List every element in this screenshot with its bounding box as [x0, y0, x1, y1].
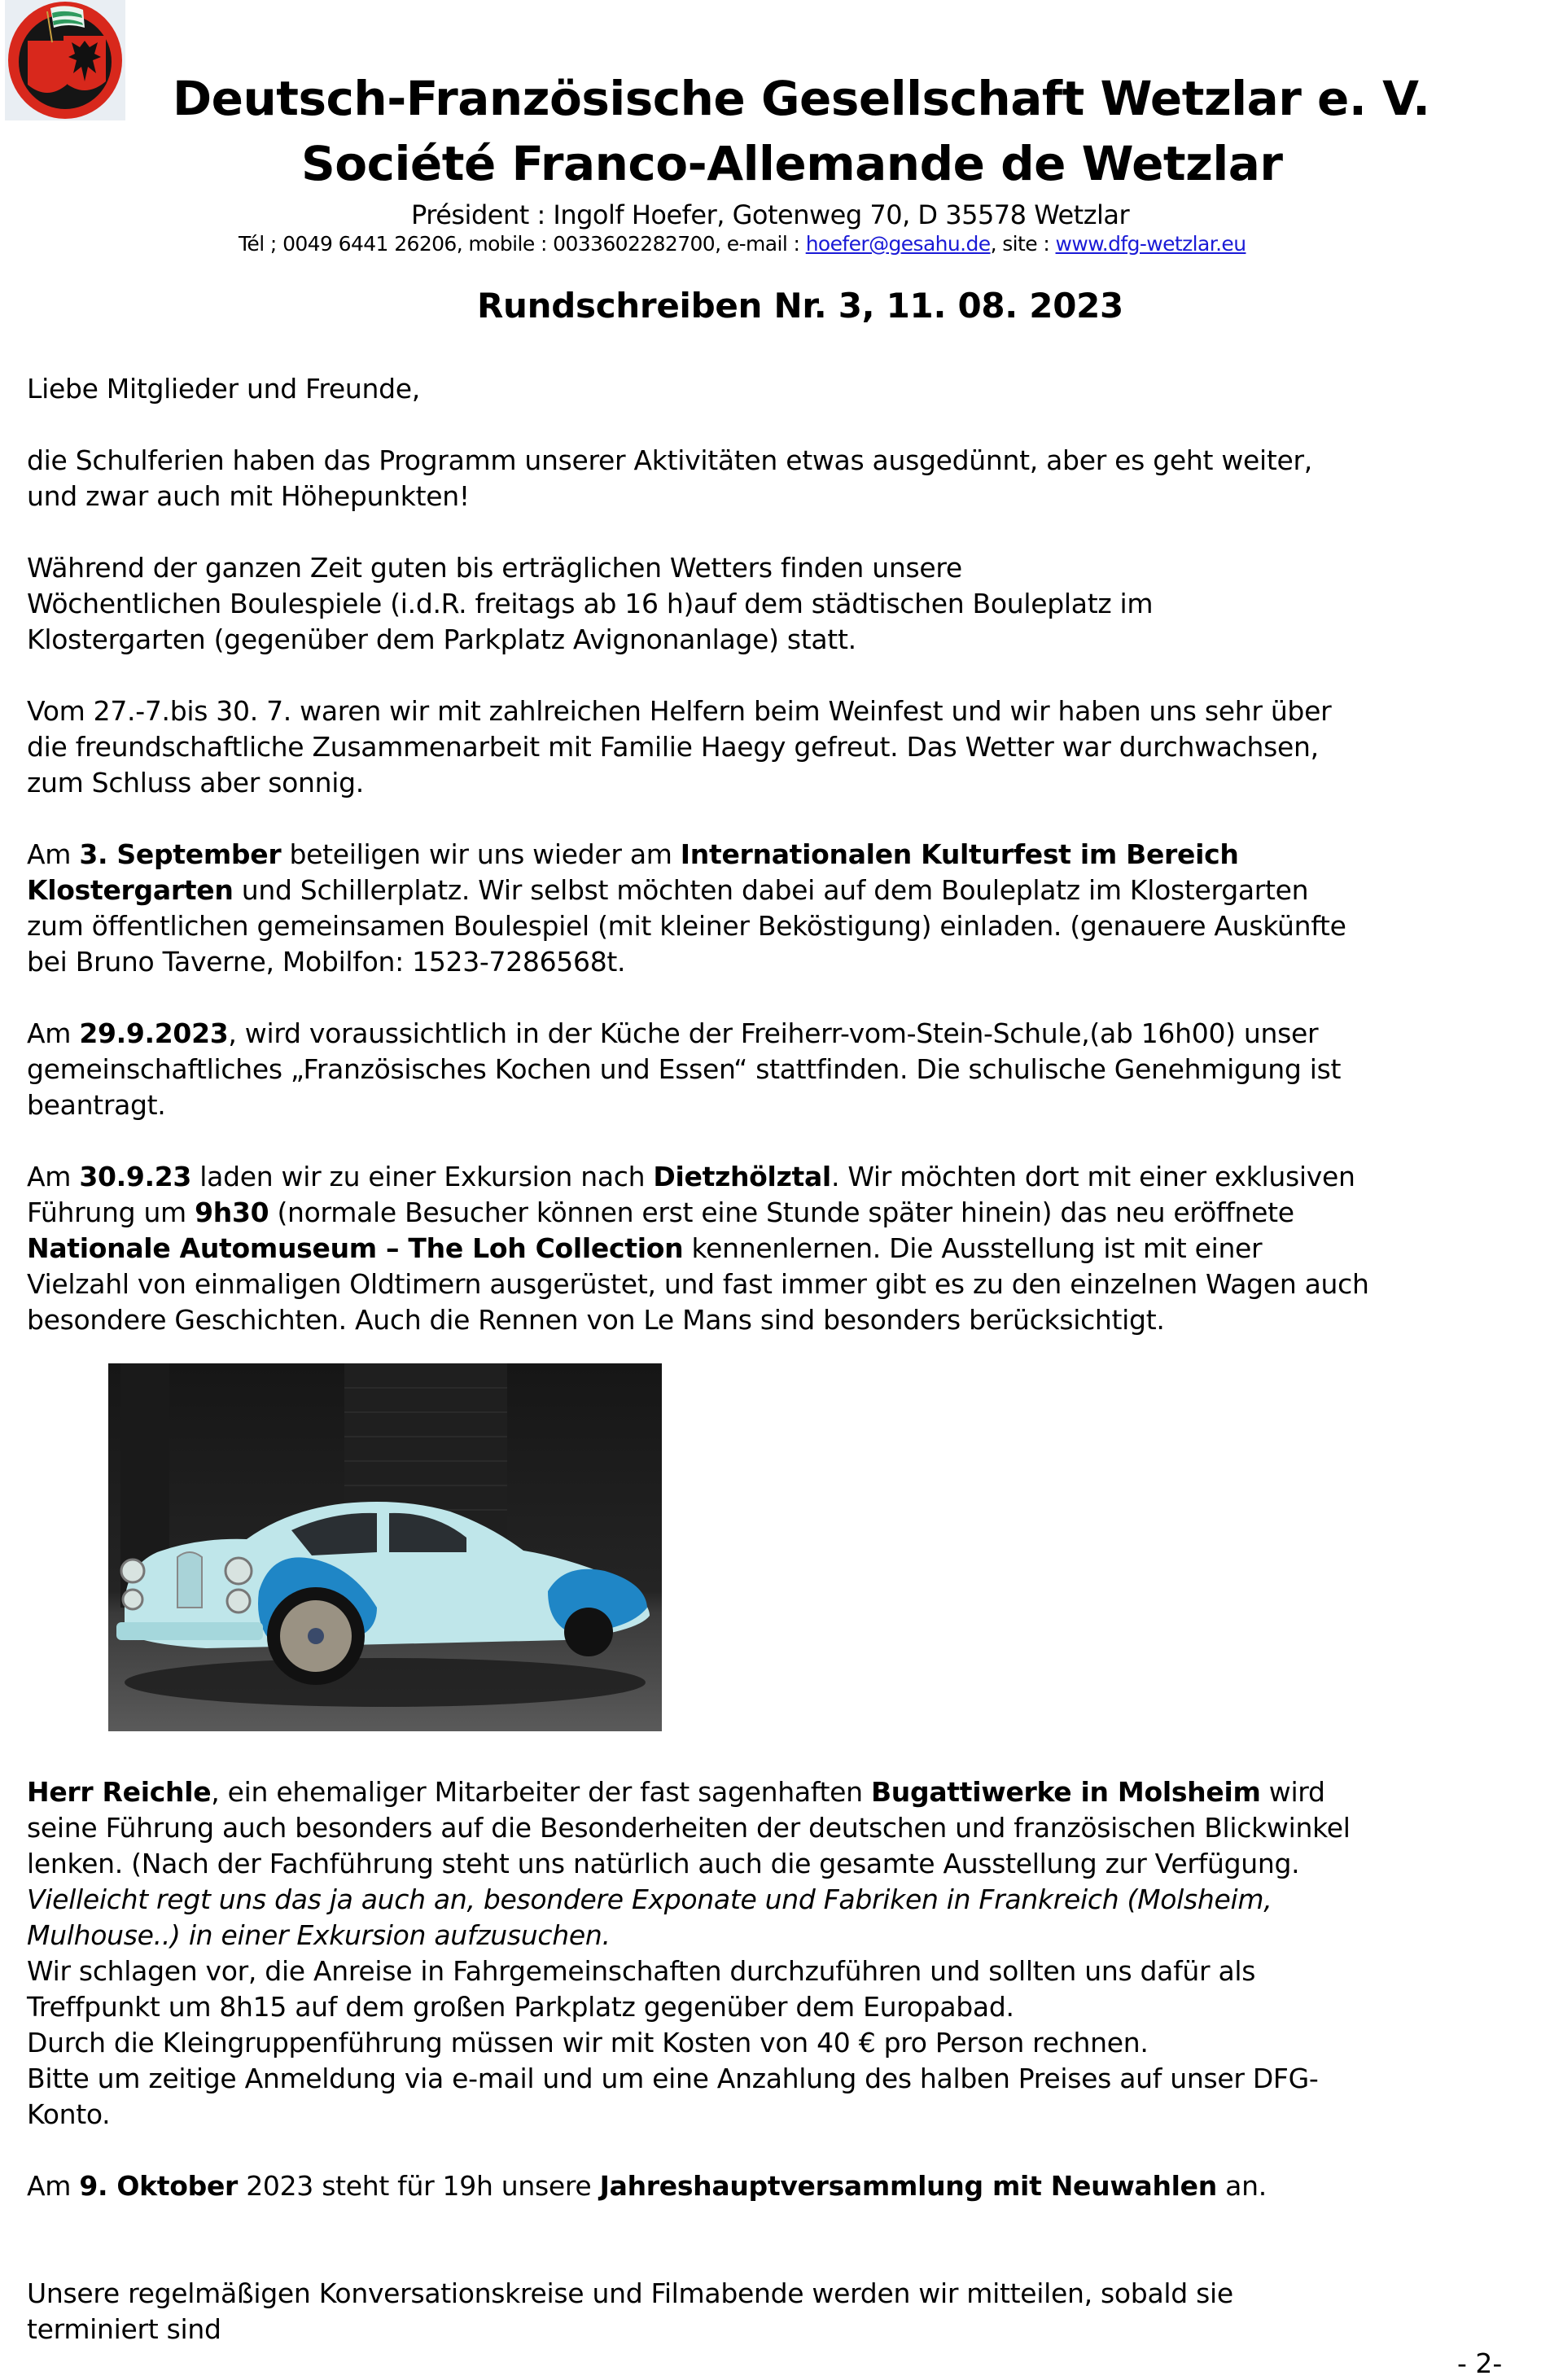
company-highlight: Bugattiwerke in Molsheim	[870, 1776, 1261, 1808]
paragraph-intro	[27, 443, 1541, 514]
president-address: Président : Ingolf Hoefer, Gotenweg 70, D 35578 Wetzlar	[411, 199, 1130, 230]
text-run: Führung um	[27, 1197, 195, 1228]
text-line	[27, 837, 1541, 873]
paragraph-kulturfest	[27, 837, 1541, 980]
org-title-german: Deutsch-Französische Gesellschaft Wetzlar e. V.	[173, 71, 1430, 126]
text-line: Bitte um zeitige Anmeldung via e-mail und um eine Anzahlung des halben Preises auf unser DFG-	[27, 2063, 1319, 2094]
text-run: , wird voraussichtlich in der Küche der Freiherr-vom-Stein-Schule,(ab 16h00) unser	[228, 1017, 1319, 1049]
person-highlight: Herr Reichle	[27, 1776, 212, 1808]
club-emblem-icon	[5, 0, 125, 120]
time-highlight: 9h30	[195, 1197, 269, 1228]
text-line: bei Bruno Taverne, Mobilfon: 1523-7286568t.	[27, 946, 626, 978]
text-run: (normale Besucher können erst eine Stunde später hinein) das neu eröffnete	[269, 1197, 1294, 1228]
text-run: kennenlernen. Die Ausstellung ist mit einer	[683, 1232, 1263, 1264]
text-line	[27, 1231, 1541, 1267]
text-line: gemeinschaftliches „Französisches Kochen und Essen“ stattfinden. Die schulische Genehmigung ist	[27, 1053, 1342, 1085]
greeting: Liebe Mitglieder und Freunde,	[27, 373, 420, 405]
text-line: lenken. (Nach der Fachführung steht uns natürlich auch die gesamte Ausstellung zur Verfügung.	[27, 1848, 1300, 1879]
text-run: an.	[1216, 2170, 1267, 2202]
date-highlight: 3. September	[79, 838, 282, 870]
text-line: zum öffentlichen gemeinsamen Boulespiel (mit kleiner Beköstigung) einladen. (genauere Auskünfte	[27, 910, 1346, 942]
paragraph-kochen	[27, 1016, 1541, 1123]
paragraph-reichle	[27, 1774, 1541, 2133]
text-line	[27, 1195, 1541, 1231]
paragraph-outro	[27, 2276, 1541, 2347]
paragraph-boule	[27, 550, 1541, 658]
meeting-highlight: Jahreshauptversammlung mit Neuwahlen	[599, 2170, 1217, 2202]
text-line: zum Schluss aber sonnig.	[27, 767, 364, 798]
text-line: Vielzahl von einmaligen Oldtimern ausgerüstet, und fast immer gibt es zu den einzelnen Wagen auch	[27, 1268, 1369, 1300]
text-line: seine Führung auch besonders auf die Besonderheiten der deutschen und französischen Blickwinkel	[27, 1812, 1351, 1844]
text-line: die freundschaftliche Zusammenarbeit mit Familie Haegy gefreut. Das Wetter war durchwachsen,	[27, 731, 1319, 763]
text-line	[27, 1016, 1541, 1052]
date-highlight: 29.9.2023	[79, 1017, 229, 1049]
text-line: Durch die Kleingruppenführung müssen wir mit Kosten von 40 € pro Person rechnen.	[27, 2027, 1149, 2058]
text-line	[27, 2168, 1541, 2204]
place-highlight: Dietzhölztal	[653, 1161, 831, 1192]
text-line: Klostergarten (gegenüber dem Parkplatz Avignonanlage) statt.	[27, 623, 856, 655]
text-line: Treffpunkt um 8h15 auf dem großen Parkplatz gegenüber dem Europabad.	[27, 1991, 1014, 2023]
text-line	[27, 1774, 1541, 1810]
paragraph-annual-meeting	[27, 2168, 1541, 2204]
text-run: und Schillerplatz. Wir selbst möchten dabei auf dem Bouleplatz im Klostergarten	[233, 874, 1309, 906]
text-run: , ein ehemaliger Mitarbeiter der fast sagenhaften	[211, 1776, 871, 1808]
car-photo	[108, 1363, 662, 1731]
site-label: , site :	[990, 232, 1056, 256]
contact-line	[239, 231, 1246, 257]
text-line: Während der ganzen Zeit guten bis erträglichen Wetters finden unsere	[27, 552, 962, 584]
museum-highlight: Nationale Automuseum – The Loh Collection	[27, 1232, 684, 1264]
text-run: 2023 steht für 19h unsere	[238, 2170, 600, 2202]
event-highlight: Internationalen Kulturfest im Bereich	[680, 838, 1239, 870]
text-line: Wir schlagen vor, die Anreise in Fahrgemeinschaften durchzuführen und sollten uns dafür als	[27, 1955, 1256, 1987]
circular-title: Rundschreiben Nr. 3, 11. 08. 2023	[477, 286, 1123, 326]
vintage-car-image	[108, 1363, 662, 1731]
text-line: die Schulferien haben das Programm unserer Aktivitäten etwas ausgedünnt, aber es geht weiter,	[27, 444, 1312, 476]
event-highlight: Klostergarten	[27, 874, 234, 906]
paragraph-weinfest	[27, 693, 1541, 801]
text-run: . Wir möchten dort mit einer exklusiven	[830, 1161, 1355, 1192]
text-line: Konto.	[27, 2098, 111, 2130]
text-line: terminiert sind	[27, 2313, 221, 2345]
text-run: Am	[27, 2170, 80, 2202]
text-run: beteiligen wir uns wieder am	[281, 838, 681, 870]
text-run: Am	[27, 1017, 80, 1049]
text-run: wird	[1260, 1776, 1325, 1808]
org-title-french: Société Franco-Allemande de Wetzlar	[301, 136, 1283, 191]
date-highlight: 9. Oktober	[79, 2170, 239, 2202]
text-line: beantragt.	[27, 1089, 166, 1121]
text-line	[27, 1159, 1541, 1195]
text-line: Wöchentlichen Boulespiele (i.d.R. freitags ab 16 h)auf dem städtischen Bouleplatz im	[27, 588, 1154, 619]
contact-phones: Tél ; 0049 6441 26206, mobile : 0033602282700, e-mail :	[239, 232, 806, 256]
text-line: Unsere regelmäßigen Konversationskreise und Filmabende werden wir mitteilen, sobald sie	[27, 2277, 1233, 2309]
text-run: laden wir zu einer Exkursion nach	[191, 1161, 654, 1192]
text-run: Am	[27, 838, 80, 870]
text-line: besondere Geschichten. Auch die Rennen von Le Mans sind besonders berücksichtigt.	[27, 1304, 1165, 1336]
italic-line: Mulhouse..) in einer Exkursion aufzusuchen.	[27, 1919, 611, 1951]
paragraph-exkursion	[27, 1159, 1541, 1338]
website-link[interactable]: www.dfg-wetzlar.eu	[1055, 232, 1246, 256]
club-emblem-svg	[5, 0, 125, 120]
email-link[interactable]: hoefer@gesahu.de	[805, 232, 991, 256]
text-line: Vom 27.-7.bis 30. 7. waren wir mit zahlreichen Helfern beim Weinfest und wir haben uns sehr über	[27, 695, 1332, 727]
italic-line: Vielleicht regt uns das ja auch an, besondere Exponate und Fabriken in Frankreich (Molsheim,	[27, 1883, 1272, 1915]
text-run: Am	[27, 1161, 80, 1192]
date-highlight: 30.9.23	[79, 1161, 192, 1192]
text-line: und zwar auch mit Höhepunkten!	[27, 480, 470, 512]
text-line	[27, 873, 1541, 908]
page-number: - 2-	[1457, 2347, 1503, 2379]
